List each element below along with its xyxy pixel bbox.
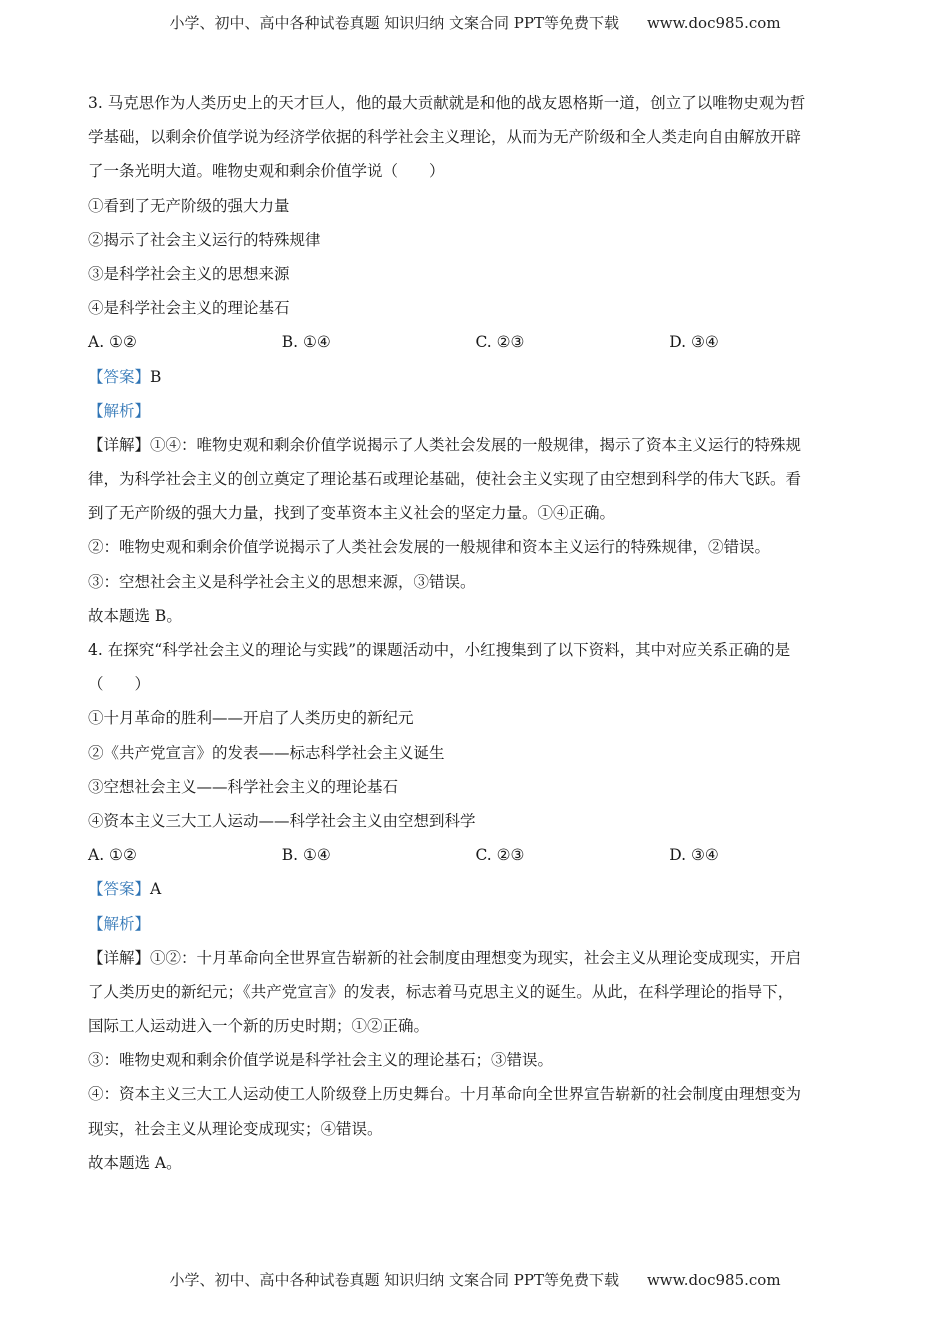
option-b: B. ①④ bbox=[281, 846, 331, 865]
question-4 bbox=[88, 633, 863, 1180]
detail-line bbox=[88, 428, 863, 462]
footer-text: 小学、初中、高中各种试卷真题 知识归纳 文案合同 PPT等免费下载 bbox=[169, 1271, 619, 1289]
detail-line: 国际工人运动进入一个新的历史时期；①②正确。 bbox=[88, 1017, 430, 1036]
statement: ①十月革命的胜利——开启了人类历史的新纪元 bbox=[88, 709, 414, 728]
option-c: C. ②③ bbox=[475, 333, 525, 352]
analysis-label: 【解析】 bbox=[88, 914, 151, 933]
conclusion-line: 故本题选 B。 bbox=[88, 606, 182, 625]
header-site-link[interactable]: www.doc985.com bbox=[646, 14, 781, 32]
page-footer bbox=[0, 1269, 950, 1290]
answer-options bbox=[88, 838, 863, 872]
explanation-line: ③：空想社会主义是科学社会主义的思想来源，③错误。 bbox=[88, 572, 476, 591]
statement: ③是科学社会主义的思想来源 bbox=[88, 264, 290, 283]
detail-line: 了人类历史的新纪元；《共产党宣言》的发表，标志着马克思主义的诞生。从此，在科学理论的指导下， bbox=[88, 982, 794, 1001]
explanation-line: ③：唯物史观和剩余价值学说是科学社会主义的理论基石；③错误。 bbox=[88, 1051, 554, 1070]
detail-text: ①④：唯物史观和剩余价值学说揭示了人类社会发展的一般规律，揭示了资本主义运行的特殊规 bbox=[150, 435, 802, 454]
detail-line bbox=[88, 941, 863, 975]
option-b: B. ①④ bbox=[281, 333, 331, 352]
option-a: A. ①② bbox=[88, 333, 137, 352]
answer-line bbox=[88, 872, 863, 906]
statement: ④资本主义三大工人运动——科学社会主义由空想到科学 bbox=[88, 811, 476, 830]
answer-options bbox=[88, 325, 863, 359]
explanation-line: ④：资本主义三大工人运动使工人阶级登上历史舞台。十月革命向全世界宣告崭新的社会制度由理想变为 bbox=[88, 1085, 802, 1104]
answer-value: B bbox=[150, 367, 162, 386]
question-3 bbox=[88, 86, 863, 633]
answer-label: 【答案】 bbox=[88, 367, 151, 386]
conclusion-line: 故本题选 A。 bbox=[88, 1153, 182, 1172]
header-text: 小学、初中、高中各种试卷真题 知识归纳 文案合同 PPT等免费下载 bbox=[169, 14, 619, 32]
answer-label: 【答案】 bbox=[88, 880, 151, 899]
document-body bbox=[88, 86, 863, 1180]
statement: ②《共产党宣言》的发表——标志科学社会主义诞生 bbox=[88, 743, 445, 762]
answer-line bbox=[88, 360, 863, 394]
analysis-label: 【解析】 bbox=[88, 401, 151, 420]
option-d: D. ③④ bbox=[669, 846, 719, 865]
footer-site-link[interactable]: www.doc985.com bbox=[646, 1271, 781, 1289]
detail-line: 到了无产阶级的强大力量，找到了变革资本主义社会的坚定力量。①④正确。 bbox=[88, 504, 616, 523]
analysis-line bbox=[88, 394, 863, 428]
question-stem-line: 4. 在探究“科学社会主义的理论与实践”的课题活动中，小红搜集到了以下资料，其中对应关系正确的是 bbox=[88, 641, 791, 659]
detail-label: 【详解】 bbox=[88, 435, 151, 454]
analysis-line bbox=[88, 907, 863, 941]
detail-label: 【详解】 bbox=[88, 948, 151, 967]
option-c: C. ②③ bbox=[475, 846, 525, 865]
explanation-line: 现实，社会主义从理论变成现实；④错误。 bbox=[88, 1119, 383, 1138]
detail-line: 律，为科学社会主义的创立奠定了理论基石或理论基础，使社会主义实现了由空想到科学的伟大飞跃。看 bbox=[88, 470, 802, 489]
option-a: A. ①② bbox=[88, 846, 137, 865]
answer-value: A bbox=[150, 880, 162, 899]
statement: ④是科学社会主义的理论基石 bbox=[88, 299, 290, 318]
statement: ②揭示了社会主义运行的特殊规律 bbox=[88, 230, 321, 249]
detail-text: ①②：十月革命向全世界宣告崭新的社会制度由理想变为现实，社会主义从理论变成现实，开启 bbox=[150, 948, 802, 967]
option-d: D. ③④ bbox=[669, 333, 719, 352]
explanation-line: ②：唯物史观和剩余价值学说揭示了人类社会发展的一般规律和资本主义运行的特殊规律，②错误。 bbox=[88, 538, 771, 557]
question-stem-line: 了一条光明大道。唯物史观和剩余价值学说（ ） bbox=[88, 162, 445, 181]
question-stem-line: 学基础，以剩余价值学说为经济学依据的科学社会主义理论，从而为无产阶级和全人类走向自由解放开辟 bbox=[88, 128, 802, 147]
question-stem-line: （ ） bbox=[88, 675, 151, 694]
statement: ③空想社会主义——科学社会主义的理论基石 bbox=[88, 777, 399, 796]
statement: ①看到了无产阶级的强大力量 bbox=[88, 196, 290, 215]
page-header bbox=[0, 12, 950, 33]
question-stem-line: 3. 马克思作为人类历史上的天才巨人，他的最大贡献就是和他的战友恩格斯一道，创立了以唯物史观为哲 bbox=[88, 94, 806, 112]
